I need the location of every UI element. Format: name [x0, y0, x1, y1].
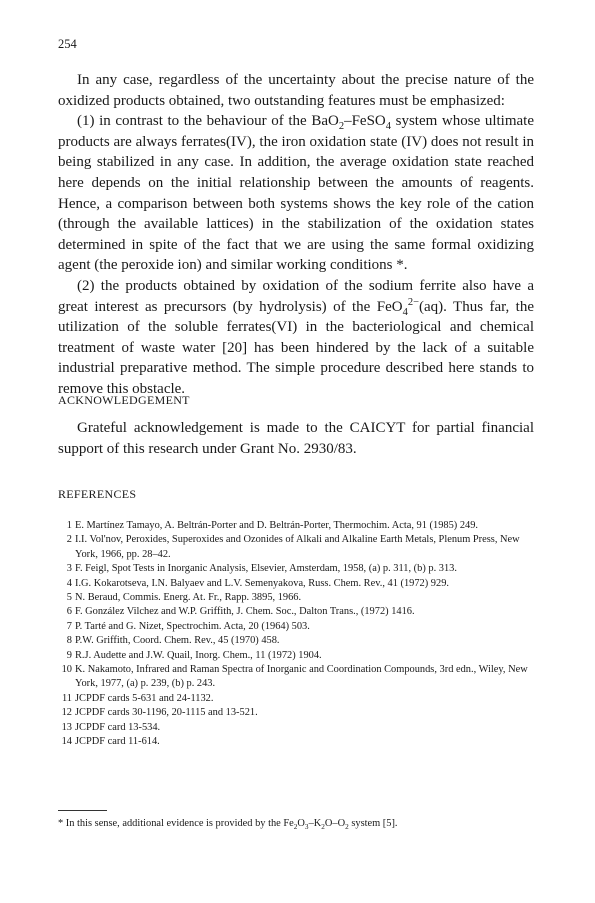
reference-item [58, 620, 538, 634]
reference-text: P. Tarté and G. Nizet, Spectrochim. Acta, 20 (1964) 503. [75, 620, 310, 632]
reference-item [58, 649, 538, 663]
reference-item [58, 562, 538, 576]
text-run: (aq). Thus far, the utilization of the soluble ferrates(VI) in the bacteriological and chemical treatment of waste water [20] has been hindered by the lack of a suitable industrial preparative method. The simple procedure described here stands to remove this obstacle. [58, 298, 534, 397]
reference-text: P.W. Griffith, Coord. Chem. Rev., 45 (1970) 458. [75, 635, 280, 647]
text-run: –FeSO [344, 113, 386, 130]
acknowledgement-text: Grateful acknowledgement is made to the CAICYT for partial financial support of this research under Grant No. 2930/83. [58, 420, 534, 457]
text-run: * In this sense, additional evidence is provided by the Fe [58, 818, 294, 829]
reference-text: K. Nakamoto, Infrared and Raman Spectra of Inorganic and Coordination Compounds, 3rd edn., Wiley, New York, 1977, (a) p. 239, (b) p. 243. [75, 664, 528, 690]
reference-number: 12 [61, 707, 72, 719]
reference-text: R.J. Audette and J.W. Quail, Inorg. Chem., 11 (1972) 1904. [75, 649, 322, 661]
reference-number: 3 [66, 563, 72, 575]
reference-item [58, 577, 538, 591]
subscript: 4 [385, 121, 392, 133]
reference-item [58, 721, 538, 735]
reference-text: JCPDF card 11-614. [75, 736, 160, 748]
reference-list [58, 519, 538, 750]
reference-number: 4 [66, 577, 72, 589]
subscript: 2 [345, 823, 349, 832]
footnote-rule [58, 810, 107, 811]
reference-number: 13 [61, 721, 72, 733]
reference-text: JCPDF card 13-534. [75, 721, 161, 733]
reference-number: 11 [61, 692, 72, 704]
reference-item [58, 519, 538, 533]
reference-number: 5 [66, 592, 72, 604]
text-run: system whose ultimate products are always ferrates(IV), the iron oxidation state (IV) does not result in being stabilized in any case. In addition, the average oxidation state reached here depends on the initial relationship between the amounts of reagents. Hence, a comparison between both systems shows the key role of the cation (through the available lattices) in the stabilization of the oxidation states determined in spite of the fact that we are using the same formal oxidizing agent (the peroxide ion) and similar working conditions *. [58, 113, 534, 274]
reference-number: 6 [66, 606, 72, 618]
reference-item [58, 605, 538, 619]
text-run: –K [308, 818, 322, 829]
references-heading: REFERENCES [58, 487, 137, 501]
reference-text: JCPDF cards 5-631 and 24-1132. [75, 692, 214, 704]
reference-number: 2 [66, 534, 72, 546]
body-paragraph-p2 [58, 111, 534, 276]
reference-item [58, 634, 538, 648]
reference-number: 14 [61, 736, 72, 748]
reference-text: E. Martínez Tamayo, A. Beltrán-Porter and D. Beltrán-Porter, Thermochim. Acta, 91 (1985) 249. [75, 520, 479, 531]
body-text [58, 70, 534, 400]
subscript: 2 [338, 121, 345, 133]
text-run: In any case, regardless of the uncertainty about the precise nature of the oxidized products obtained, two outstanding features must be emphasized: [58, 72, 534, 109]
reference-text: JCPDF cards 30-1196, 20-1115 and 13-521. [75, 707, 258, 719]
reference-text: I.I. Vol'nov, Peroxides, Superoxides and Ozonides of Alkali and Alkaline Earth Metals, Plenum Press, New York, 1966, pp. 28–42. [75, 534, 520, 560]
reference-number: 9 [66, 649, 72, 661]
reference-text: N. Beraud, Commis. Energ. At. Fr., Rapp. 3895, 1966. [75, 592, 302, 604]
text-run: (2) the products obtained by oxidation of the sodium ferrite also have a great interest as precursors (by hydrolysis) of the FeO [58, 277, 534, 315]
subscript: 2 [321, 823, 325, 832]
footnote [58, 817, 538, 831]
text-run: O–O [324, 818, 346, 829]
reference-text: F. González Vilchez and W.P. Griffith, J. Chem. Soc., Dalton Trans., (1972) 1416. [75, 606, 415, 618]
page-number: 254 [58, 37, 77, 51]
reference-number: 7 [66, 620, 72, 632]
reference-item [58, 735, 538, 749]
reference-item [58, 663, 538, 692]
reference-item [58, 706, 538, 720]
body-paragraph-p3 [58, 276, 534, 400]
subscript: 2 [293, 823, 298, 832]
reference-number: 10 [61, 664, 72, 676]
reference-item [58, 692, 538, 706]
reference-item [58, 591, 538, 605]
text-run: O [297, 818, 305, 829]
text-run: (1) in contrast to the behaviour of the BaO [77, 113, 339, 130]
reference-number: 1 [66, 520, 72, 531]
reference-number: 8 [66, 635, 72, 647]
acknowledgement-heading: ACKNOWLEDGEMENT [58, 393, 190, 407]
subscript: 4 [402, 306, 408, 318]
reference-item [58, 533, 538, 562]
subscript: 3 [304, 823, 309, 832]
reference-text: I.G. Kokarotseva, I.N. Balyaev and L.V. Semenyakova, Russ. Chem. Rev., 41 (1972) 929. [75, 577, 449, 589]
superscript: 2− [407, 296, 419, 308]
text-run: system [5]. [348, 818, 398, 829]
reference-text: F. Feigl, Spot Tests in Inorganic Analysis, Elsevier, Amsterdam, 1958, (a) p. 311, (b) p. 313. [75, 563, 457, 575]
body-paragraph-p1 [58, 70, 534, 111]
